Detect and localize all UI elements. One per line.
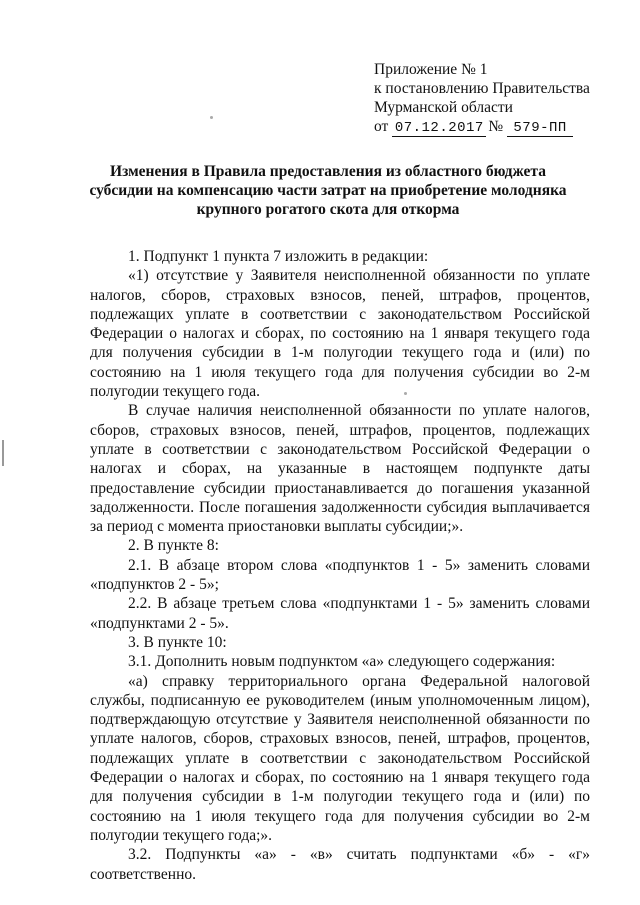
title-line: субсидии на компенсацию части затрат на приобретение молодняка	[89, 182, 567, 199]
paragraph: 2. В пункте 8:	[128, 537, 219, 555]
appendix-resolution-ref: к постановлению Правительства	[374, 80, 590, 97]
paragraph: «а) справку территориального органа Федеральной налоговой службы, подписанную ее руководителем (иным уполномоченным лицом), подтверждающую отсутствие у Заявителя неисполненной обязанности по уплате налогов, сборов, страховых взносов, пеней, штрафов, процентов, подлежащих уплате в соответствии с законодательством Российской Федерации о налогах и сборах, по состоянию на 1 января текущего года для получения субсидии в 1-м полугодии текущего года и (или) по состоянию на 1 июля текущего года для получения субсидии во 2-м полугодии текущего года;».	[90, 672, 590, 844]
title-line: Изменения в Правила предоставления из областного бюджета	[110, 163, 546, 180]
paragraph: 1. Подпункт 1 пункта 7 изложить в редакции:	[128, 248, 429, 265]
paragraph: 3.1. Дополнить новым подпунктом «а» следующего содержания:	[128, 653, 556, 671]
paragraph: 2.1. В абзаце втором слова «подпунктов 1 - 5» заменить словами «подпунктов 2 - 5»;	[90, 556, 590, 594]
paragraph: 3. В пункте 10:	[128, 633, 227, 651]
resolution-number: 579-ПП	[507, 121, 573, 137]
number-prefix: №	[488, 118, 504, 135]
paragraph: 2.2. В абзаце третьем слова «подпунктами 1 - 5» заменить словами «подпунктами 2 - 5».	[90, 595, 590, 632]
paragraph: 3.2. Подпункты «а» - «в» считать подпунктами «б» - «г» соответственно.	[90, 846, 590, 883]
scan-edge-mark	[2, 440, 4, 466]
resolution-date: 07.12.2017	[392, 121, 486, 137]
document-body	[90, 247, 590, 884]
scan-speck	[210, 116, 213, 119]
document-title	[78, 162, 578, 219]
appendix-header	[374, 60, 614, 137]
paragraph: В случае наличия неисполненной обязанности по уплате налогов, сборов, страховых взносов, пеней, штрафов, процентов, подлежащих уплате в соответствии с законодательством Российской Федерации о налогах и сборах, на указанные в настоящем подпункте даты предоставление субсидии приостанавливается до погашения указанной задолженности. После погашения задолженности субсидия выплачивается за период с момента приостановки выплаты субсидии;».	[90, 402, 590, 536]
date-prefix: от	[374, 118, 389, 135]
title-line: крупного рогатого скота для откорма	[196, 201, 460, 218]
scan-speck	[404, 392, 407, 395]
appendix-region: Мурманской области	[374, 99, 513, 116]
paragraph: «1) отсутствие у Заявителя неисполненной обязанности по уплате налогов, сборов, страховых взносов, пеней, штрафов, процентов, подлежащих уплате в соответствии с законодательством Российской Федерации о налогах и сборах, по состоянию на 1 января текущего года для получения субсидии в 1-м полугодии текущего года и (или) по состоянию на 1 июля текущего года для получения субсидии во 2-м полугодии текущего года.	[90, 267, 590, 401]
appendix-number: Приложение № 1	[374, 61, 488, 78]
appendix-date-line	[374, 117, 614, 137]
